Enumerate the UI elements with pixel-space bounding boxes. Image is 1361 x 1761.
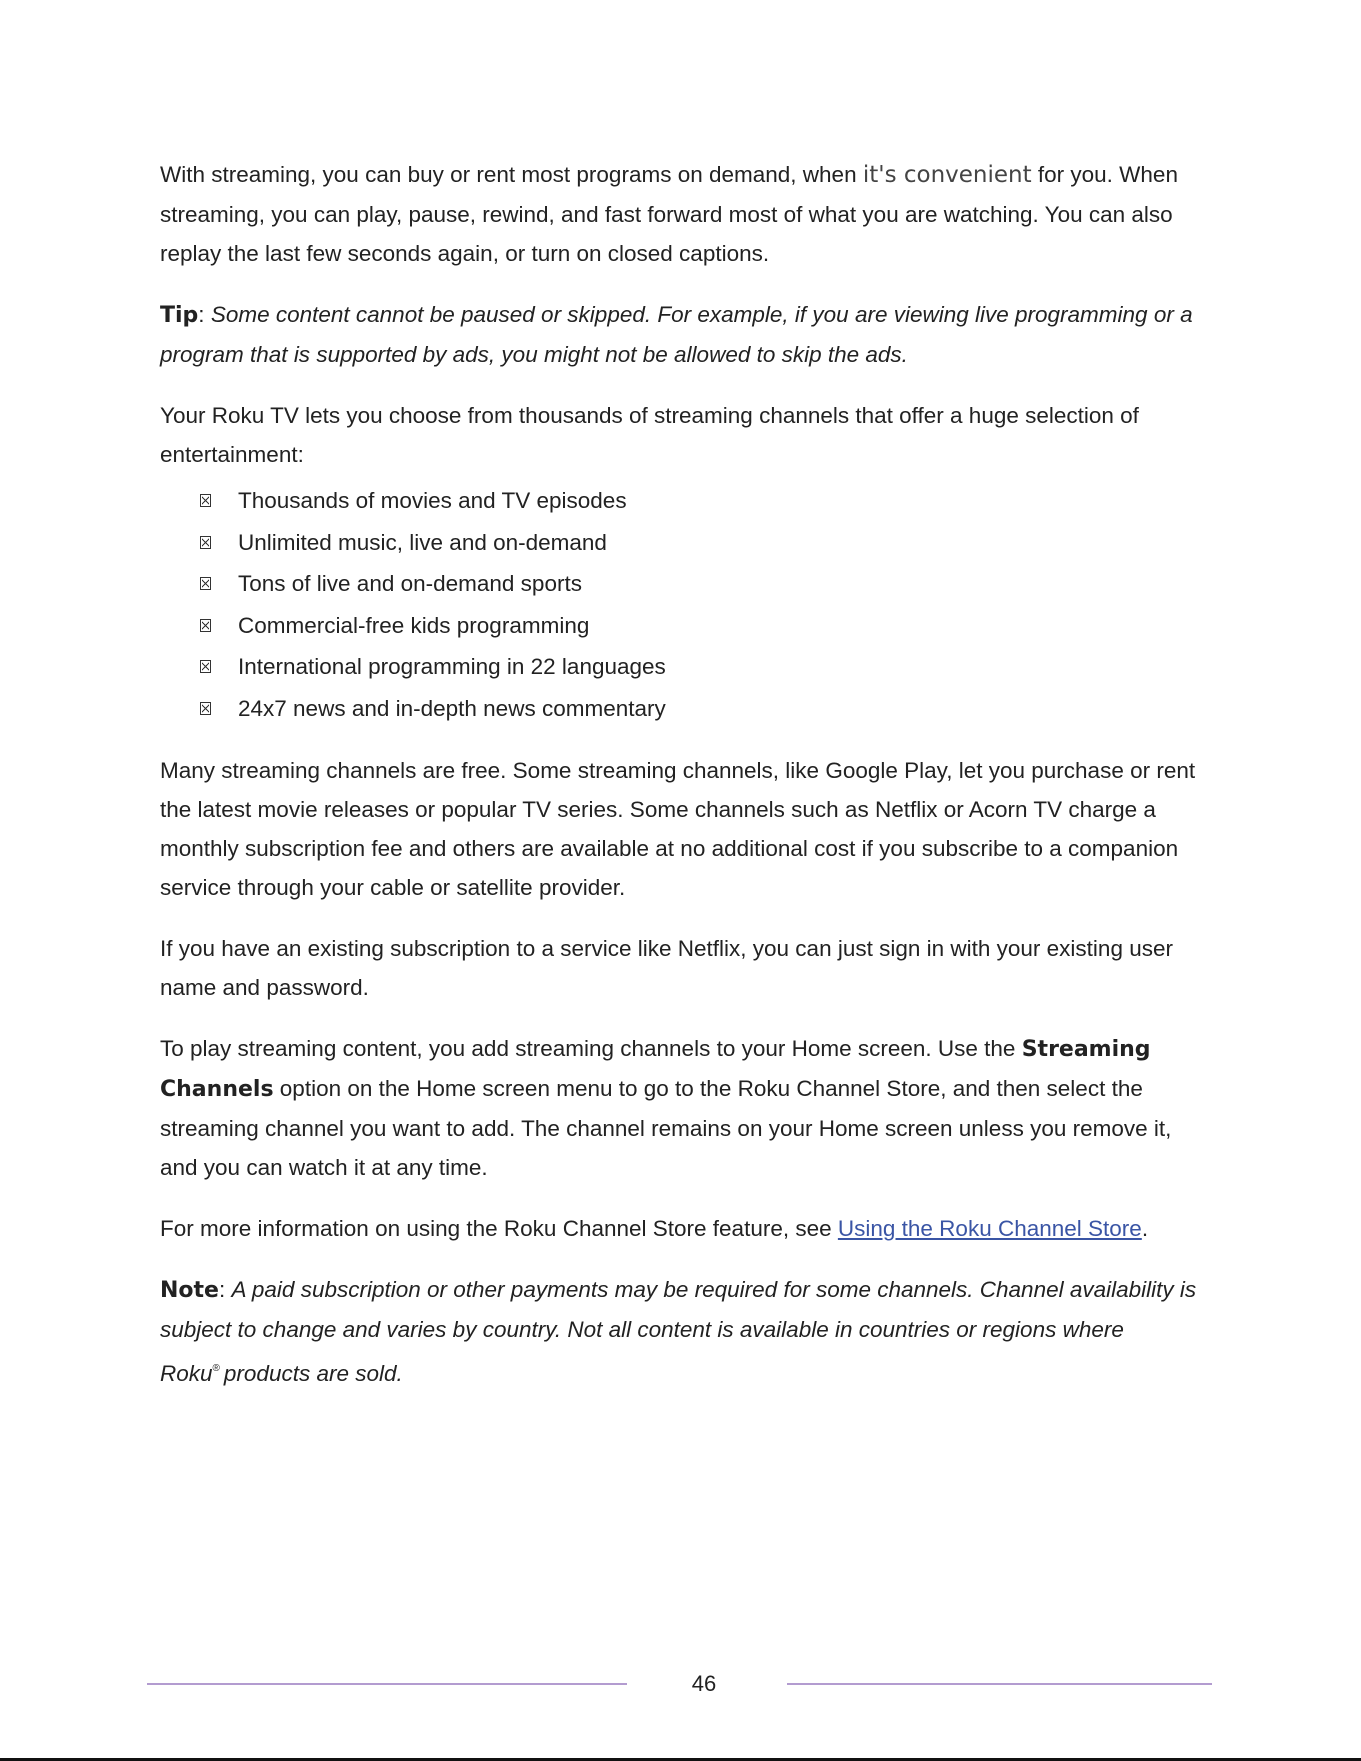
list-item-text: International programming in 22 languages — [238, 654, 666, 679]
bullet-box-icon — [200, 619, 211, 632]
add-channels-text-a: To play streaming content, you add streaming channels to your Home screen. Use the — [160, 1036, 1022, 1061]
list-item-text: 24x7 news and in-depth news commentary — [238, 695, 666, 721]
bullet-box-icon — [200, 536, 211, 549]
document-body — [160, 155, 1210, 1415]
tip-label: Tip — [160, 303, 199, 328]
tip-colon: : — [198, 302, 211, 327]
bullet-box-icon — [200, 660, 211, 673]
list-item — [200, 688, 1210, 730]
footer-rule-left — [147, 1683, 627, 1685]
streaming-intro-paragraph — [160, 155, 1210, 273]
list-item — [200, 480, 1210, 522]
more-info-text: For more information on using the Roku Channel Store feature, see — [160, 1216, 838, 1241]
note-label: Note — [160, 1278, 219, 1303]
list-item — [200, 522, 1210, 564]
roku-intro-paragraph: Your Roku TV lets you choose from thousands of streaming channels that offer a huge selection of entertainment: — [160, 403, 1139, 467]
list-item-text: Thousands of movies and TV episodes — [238, 488, 627, 513]
streaming-intro-text: With streaming, you can buy or rent most programs on demand, when — [160, 162, 863, 187]
add-channels-text-b: option on the Home screen menu to go to the Roku Channel Store, and then select the streaming channel you want to add. The channel remains on your Home screen unless you remove it, and you can watch it at any time. — [160, 1076, 1172, 1180]
add-channels-paragraph — [160, 1029, 1210, 1187]
entertainment-list — [160, 480, 1210, 729]
list-item-text: Unlimited music, live and on-demand — [238, 529, 607, 555]
note-text-a: A paid subscription or other payments may be required for some channels. Channel availability is subject to change and varies by country. Not all content is available in countries or regions where Roku — [160, 1277, 1197, 1386]
list-item — [200, 646, 1210, 688]
page-footer — [0, 1668, 1361, 1702]
free-channels-paragraph: Many streaming channels are free. Some streaming channels, like Google Play, let you purchase or rent the latest movie releases or popular TV series. Some channels such as Netflix or Acorn TV charge a monthly subscription fee and others are available at no additional cost if you subscribe to a companion service through your cable or satellite provider. — [160, 758, 1196, 900]
bullet-box-icon — [200, 702, 211, 715]
registered-mark: ® — [212, 1363, 220, 1374]
existing-subscription-paragraph: If you have an existing subscription to a service like Netflix, you can just sign in with your existing user name and password. — [160, 936, 1173, 1000]
bullet-box-icon — [200, 577, 211, 590]
more-info-paragraph — [160, 1209, 1210, 1248]
list-item-text: Commercial-free kids programming — [238, 612, 590, 638]
note-text-b: products are sold. — [223, 1361, 403, 1386]
page-number: 46 — [691, 1671, 717, 1696]
streaming-intro-rest: for you. When streaming, you can play, pause, rewind, and fast forward most of what you are watching. You can also replay the last few seconds again, or turn on closed captions. — [160, 162, 1178, 266]
roku-channel-store-link[interactable]: Using the Roku Channel Store — [837, 1216, 1142, 1241]
streaming-intro-convenient: it's convenient — [862, 162, 1032, 188]
footer-rule-right — [787, 1683, 1212, 1685]
list-item-text: Tons of live and on-demand sports — [238, 571, 582, 596]
tip-paragraph — [160, 295, 1210, 374]
list-item — [200, 605, 1210, 647]
more-info-end: . — [1141, 1216, 1149, 1241]
tip-text: Some content cannot be paused or skipped. For example, if you are viewing live programming or a program that is supported by ads, you might not be allowed to skip the ads. — [160, 302, 1193, 367]
bullet-box-icon — [200, 494, 211, 507]
note-colon: : — [218, 1277, 232, 1302]
note-paragraph — [160, 1270, 1210, 1393]
streaming-channels-label: Streaming Channels — [160, 1037, 1151, 1102]
list-item — [200, 563, 1210, 605]
